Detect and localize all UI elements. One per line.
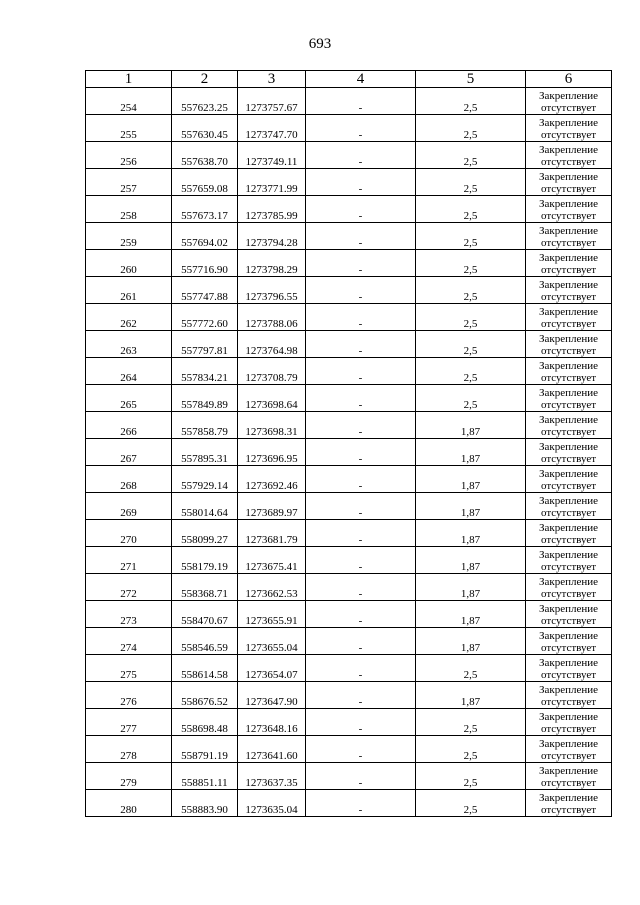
fixing-status-line-2: отсутствует (540, 750, 597, 762)
column-5-cell: 1,87 (416, 466, 526, 493)
fixing-status-line-1: Закрепление (538, 225, 599, 237)
column-4-cell: - (306, 520, 416, 547)
y-coordinate-cell: 1273689.97 (238, 493, 306, 520)
column-4-cell: - (306, 88, 416, 115)
table-row (86, 196, 612, 223)
fixing-status-line-2: отсутствует (540, 804, 597, 816)
column-5-cell: 1,87 (416, 601, 526, 628)
x-coordinate-cell: 557638.70 (172, 142, 238, 169)
table-row (86, 88, 612, 115)
x-coordinate-cell: 557834.21 (172, 358, 238, 385)
x-coordinate-cell: 557895.31 (172, 439, 238, 466)
point-number-cell: 256 (86, 142, 172, 169)
fixing-status-cell (526, 196, 612, 223)
fixing-status-line-1: Закрепление (538, 711, 599, 723)
point-number-cell: 271 (86, 547, 172, 574)
column-4-cell: - (306, 169, 416, 196)
point-number-cell: 260 (86, 250, 172, 277)
table-row (86, 331, 612, 358)
fixing-status-line-1: Закрепление (538, 90, 599, 102)
fixing-status-line-2: отсутствует (540, 777, 597, 789)
x-coordinate-cell: 558099.27 (172, 520, 238, 547)
y-coordinate-cell: 1273798.29 (238, 250, 306, 277)
table-row (86, 466, 612, 493)
fixing-status-line-2: отсутствует (540, 615, 597, 627)
fixing-status-line-1: Закрепление (538, 765, 599, 777)
fixing-status-line-2: отсутствует (540, 426, 597, 438)
header-cell-5: 5 (416, 71, 526, 88)
coordinates-table (85, 70, 612, 817)
fixing-status-line-1: Закрепление (538, 171, 599, 183)
y-coordinate-cell: 1273655.04 (238, 628, 306, 655)
x-coordinate-cell: 557694.02 (172, 223, 238, 250)
point-number-cell: 280 (86, 790, 172, 817)
point-number-cell: 267 (86, 439, 172, 466)
fixing-status-line-2: отсутствует (540, 237, 597, 249)
y-coordinate-cell: 1273654.07 (238, 655, 306, 682)
fixing-status-cell (526, 115, 612, 142)
y-coordinate-cell: 1273794.28 (238, 223, 306, 250)
y-coordinate-cell: 1273662.53 (238, 574, 306, 601)
table-body (86, 88, 612, 817)
column-5-cell: 1,87 (416, 493, 526, 520)
column-5-cell: 1,87 (416, 412, 526, 439)
y-coordinate-cell: 1273771.99 (238, 169, 306, 196)
table-row (86, 736, 612, 763)
point-number-cell: 255 (86, 115, 172, 142)
y-coordinate-cell: 1273648.16 (238, 709, 306, 736)
column-5-cell: 2,5 (416, 223, 526, 250)
fixing-status-cell (526, 304, 612, 331)
x-coordinate-cell: 557716.90 (172, 250, 238, 277)
header-row (86, 71, 612, 88)
fixing-status-line-1: Закрепление (538, 657, 599, 669)
y-coordinate-cell: 1273796.55 (238, 277, 306, 304)
column-5-cell: 2,5 (416, 304, 526, 331)
point-number-cell: 279 (86, 763, 172, 790)
y-coordinate-cell: 1273641.60 (238, 736, 306, 763)
header-cell-1: 1 (86, 71, 172, 88)
column-4-cell: - (306, 385, 416, 412)
x-coordinate-cell: 557747.88 (172, 277, 238, 304)
fixing-status-line-1: Закрепление (538, 441, 599, 453)
x-coordinate-cell: 557929.14 (172, 466, 238, 493)
y-coordinate-cell: 1273692.46 (238, 466, 306, 493)
fixing-status-cell (526, 88, 612, 115)
column-5-cell: 2,5 (416, 196, 526, 223)
point-number-cell: 277 (86, 709, 172, 736)
fixing-status-line-2: отсутствует (540, 345, 597, 357)
fixing-status-line-1: Закрепление (538, 576, 599, 588)
fixing-status-line-2: отсутствует (540, 561, 597, 573)
column-4-cell: - (306, 790, 416, 817)
column-4-cell: - (306, 601, 416, 628)
column-4-cell: - (306, 763, 416, 790)
point-number-cell: 261 (86, 277, 172, 304)
table-row (86, 520, 612, 547)
fixing-status-line-1: Закрепление (538, 630, 599, 642)
column-5-cell: 1,87 (416, 439, 526, 466)
y-coordinate-cell: 1273764.98 (238, 331, 306, 358)
table-row (86, 304, 612, 331)
point-number-cell: 254 (86, 88, 172, 115)
fixing-status-cell (526, 628, 612, 655)
fixing-status-cell (526, 331, 612, 358)
table-row (86, 709, 612, 736)
fixing-status-line-2: отсутствует (540, 507, 597, 519)
fixing-status-line-1: Закрепление (538, 252, 599, 264)
fixing-status-line-2: отсутствует (540, 534, 597, 546)
table-row (86, 439, 612, 466)
table-row (86, 574, 612, 601)
column-4-cell: - (306, 655, 416, 682)
fixing-status-cell (526, 763, 612, 790)
fixing-status-cell (526, 682, 612, 709)
y-coordinate-cell: 1273749.11 (238, 142, 306, 169)
y-coordinate-cell: 1273696.95 (238, 439, 306, 466)
column-5-cell: 2,5 (416, 655, 526, 682)
table-row (86, 790, 612, 817)
table-row (86, 385, 612, 412)
column-5-cell: 1,87 (416, 547, 526, 574)
x-coordinate-cell: 558179.19 (172, 547, 238, 574)
header-cell-2: 2 (172, 71, 238, 88)
table-row (86, 763, 612, 790)
table-row (86, 601, 612, 628)
column-4-cell: - (306, 547, 416, 574)
fixing-status-line-2: отсутствует (540, 264, 597, 276)
column-4-cell: - (306, 439, 416, 466)
table-row (86, 547, 612, 574)
x-coordinate-cell: 557659.08 (172, 169, 238, 196)
fixing-status-line-2: отсутствует (540, 480, 597, 492)
column-5-cell: 1,87 (416, 682, 526, 709)
fixing-status-cell (526, 169, 612, 196)
x-coordinate-cell: 557772.60 (172, 304, 238, 331)
fixing-status-cell (526, 790, 612, 817)
fixing-status-line-2: отсутствует (540, 669, 597, 681)
fixing-status-line-2: отсутствует (540, 696, 597, 708)
point-number-cell: 263 (86, 331, 172, 358)
fixing-status-line-1: Закрепление (538, 738, 599, 750)
point-number-cell: 258 (86, 196, 172, 223)
column-5-cell: 2,5 (416, 115, 526, 142)
column-4-cell: - (306, 331, 416, 358)
fixing-status-line-2: отсутствует (540, 723, 597, 735)
x-coordinate-cell: 557630.45 (172, 115, 238, 142)
y-coordinate-cell: 1273698.64 (238, 385, 306, 412)
table-row (86, 223, 612, 250)
column-5-cell: 2,5 (416, 250, 526, 277)
column-4-cell: - (306, 358, 416, 385)
point-number-cell: 262 (86, 304, 172, 331)
column-4-cell: - (306, 304, 416, 331)
column-4-cell: - (306, 142, 416, 169)
point-number-cell: 276 (86, 682, 172, 709)
y-coordinate-cell: 1273708.79 (238, 358, 306, 385)
fixing-status-line-2: отсутствует (540, 156, 597, 168)
y-coordinate-cell: 1273747.70 (238, 115, 306, 142)
table-header (86, 71, 612, 88)
x-coordinate-cell: 557849.89 (172, 385, 238, 412)
fixing-status-line-1: Закрепление (538, 198, 599, 210)
y-coordinate-cell: 1273637.35 (238, 763, 306, 790)
fixing-status-line-1: Закрепление (538, 792, 599, 804)
fixing-status-line-2: отсутствует (540, 291, 597, 303)
column-5-cell: 2,5 (416, 142, 526, 169)
point-number-cell: 274 (86, 628, 172, 655)
table-row (86, 682, 612, 709)
table-row (86, 493, 612, 520)
fixing-status-cell (526, 385, 612, 412)
fixing-status-line-1: Закрепление (538, 306, 599, 318)
fixing-status-line-1: Закрепление (538, 522, 599, 534)
fixing-status-line-1: Закрепление (538, 684, 599, 696)
y-coordinate-cell: 1273681.79 (238, 520, 306, 547)
table-row (86, 115, 612, 142)
column-4-cell: - (306, 466, 416, 493)
fixing-status-cell (526, 250, 612, 277)
fixing-status-line-1: Закрепление (538, 468, 599, 480)
y-coordinate-cell: 1273655.91 (238, 601, 306, 628)
fixing-status-line-2: отсутствует (540, 399, 597, 411)
table-row (86, 628, 612, 655)
fixing-status-line-1: Закрепление (538, 144, 599, 156)
fixing-status-line-1: Закрепление (538, 117, 599, 129)
table-row (86, 412, 612, 439)
x-coordinate-cell: 557858.79 (172, 412, 238, 439)
x-coordinate-cell: 558676.52 (172, 682, 238, 709)
x-coordinate-cell: 558014.64 (172, 493, 238, 520)
point-number-cell: 264 (86, 358, 172, 385)
point-number-cell: 275 (86, 655, 172, 682)
column-4-cell: - (306, 493, 416, 520)
point-number-cell: 268 (86, 466, 172, 493)
fixing-status-cell (526, 709, 612, 736)
column-4-cell: - (306, 115, 416, 142)
table-row (86, 655, 612, 682)
column-4-cell: - (306, 628, 416, 655)
point-number-cell: 272 (86, 574, 172, 601)
fixing-status-line-2: отсутствует (540, 102, 597, 114)
column-5-cell: 2,5 (416, 331, 526, 358)
fixing-status-cell (526, 736, 612, 763)
y-coordinate-cell: 1273675.41 (238, 547, 306, 574)
fixing-status-cell (526, 466, 612, 493)
column-5-cell: 2,5 (416, 736, 526, 763)
column-5-cell: 2,5 (416, 358, 526, 385)
column-5-cell: 2,5 (416, 169, 526, 196)
y-coordinate-cell: 1273635.04 (238, 790, 306, 817)
point-number-cell: 265 (86, 385, 172, 412)
x-coordinate-cell: 558368.71 (172, 574, 238, 601)
fixing-status-line-2: отсутствует (540, 588, 597, 600)
y-coordinate-cell: 1273785.99 (238, 196, 306, 223)
y-coordinate-cell: 1273757.67 (238, 88, 306, 115)
point-number-cell: 259 (86, 223, 172, 250)
fixing-status-cell (526, 439, 612, 466)
header-cell-6: 6 (526, 71, 612, 88)
fixing-status-cell (526, 412, 612, 439)
column-4-cell: - (306, 277, 416, 304)
fixing-status-line-1: Закрепление (538, 549, 599, 561)
column-5-cell: 2,5 (416, 709, 526, 736)
point-number-cell: 269 (86, 493, 172, 520)
fixing-status-line-1: Закрепление (538, 495, 599, 507)
y-coordinate-cell: 1273788.06 (238, 304, 306, 331)
x-coordinate-cell: 557673.17 (172, 196, 238, 223)
x-coordinate-cell: 558851.11 (172, 763, 238, 790)
x-coordinate-cell: 558698.48 (172, 709, 238, 736)
column-4-cell: - (306, 736, 416, 763)
table-row (86, 169, 612, 196)
column-4-cell: - (306, 574, 416, 601)
fixing-status-line-1: Закрепление (538, 603, 599, 615)
fixing-status-line-1: Закрепление (538, 279, 599, 291)
table-row (86, 250, 612, 277)
fixing-status-cell (526, 547, 612, 574)
x-coordinate-cell: 558791.19 (172, 736, 238, 763)
column-5-cell: 2,5 (416, 763, 526, 790)
column-5-cell: 1,87 (416, 628, 526, 655)
fixing-status-cell (526, 493, 612, 520)
y-coordinate-cell: 1273647.90 (238, 682, 306, 709)
column-5-cell: 2,5 (416, 385, 526, 412)
x-coordinate-cell: 558546.59 (172, 628, 238, 655)
column-5-cell: 2,5 (416, 88, 526, 115)
column-4-cell: - (306, 682, 416, 709)
fixing-status-line-1: Закрепление (538, 387, 599, 399)
column-4-cell: - (306, 709, 416, 736)
column-4-cell: - (306, 412, 416, 439)
column-4-cell: - (306, 250, 416, 277)
column-5-cell: 2,5 (416, 277, 526, 304)
column-4-cell: - (306, 223, 416, 250)
table-row (86, 277, 612, 304)
fixing-status-line-2: отсутствует (540, 642, 597, 654)
x-coordinate-cell: 558883.90 (172, 790, 238, 817)
fixing-status-line-2: отсутствует (540, 318, 597, 330)
column-5-cell: 2,5 (416, 790, 526, 817)
point-number-cell: 278 (86, 736, 172, 763)
column-4-cell: - (306, 196, 416, 223)
point-number-cell: 273 (86, 601, 172, 628)
header-cell-3: 3 (238, 71, 306, 88)
x-coordinate-cell: 557797.81 (172, 331, 238, 358)
y-coordinate-cell: 1273698.31 (238, 412, 306, 439)
table-row (86, 142, 612, 169)
fixing-status-line-2: отсутствует (540, 210, 597, 222)
header-cell-4: 4 (306, 71, 416, 88)
fixing-status-line-1: Закрепление (538, 333, 599, 345)
fixing-status-line-2: отсутствует (540, 372, 597, 384)
fixing-status-cell (526, 655, 612, 682)
column-5-cell: 1,87 (416, 520, 526, 547)
fixing-status-line-1: Закрепление (538, 360, 599, 372)
fixing-status-cell (526, 520, 612, 547)
fixing-status-cell (526, 223, 612, 250)
fixing-status-cell (526, 601, 612, 628)
page-number: 693 (308, 36, 332, 52)
fixing-status-line-2: отсутствует (540, 129, 597, 141)
point-number-cell: 257 (86, 169, 172, 196)
fixing-status-cell (526, 142, 612, 169)
x-coordinate-cell: 558470.67 (172, 601, 238, 628)
column-5-cell: 1,87 (416, 574, 526, 601)
x-coordinate-cell: 557623.25 (172, 88, 238, 115)
fixing-status-cell (526, 574, 612, 601)
x-coordinate-cell: 558614.58 (172, 655, 238, 682)
fixing-status-line-2: отсутствует (540, 183, 597, 195)
point-number-cell: 270 (86, 520, 172, 547)
fixing-status-line-2: отсутствует (540, 453, 597, 465)
fixing-status-line-1: Закрепление (538, 414, 599, 426)
fixing-status-cell (526, 277, 612, 304)
fixing-status-cell (526, 358, 612, 385)
table-row (86, 358, 612, 385)
point-number-cell: 266 (86, 412, 172, 439)
